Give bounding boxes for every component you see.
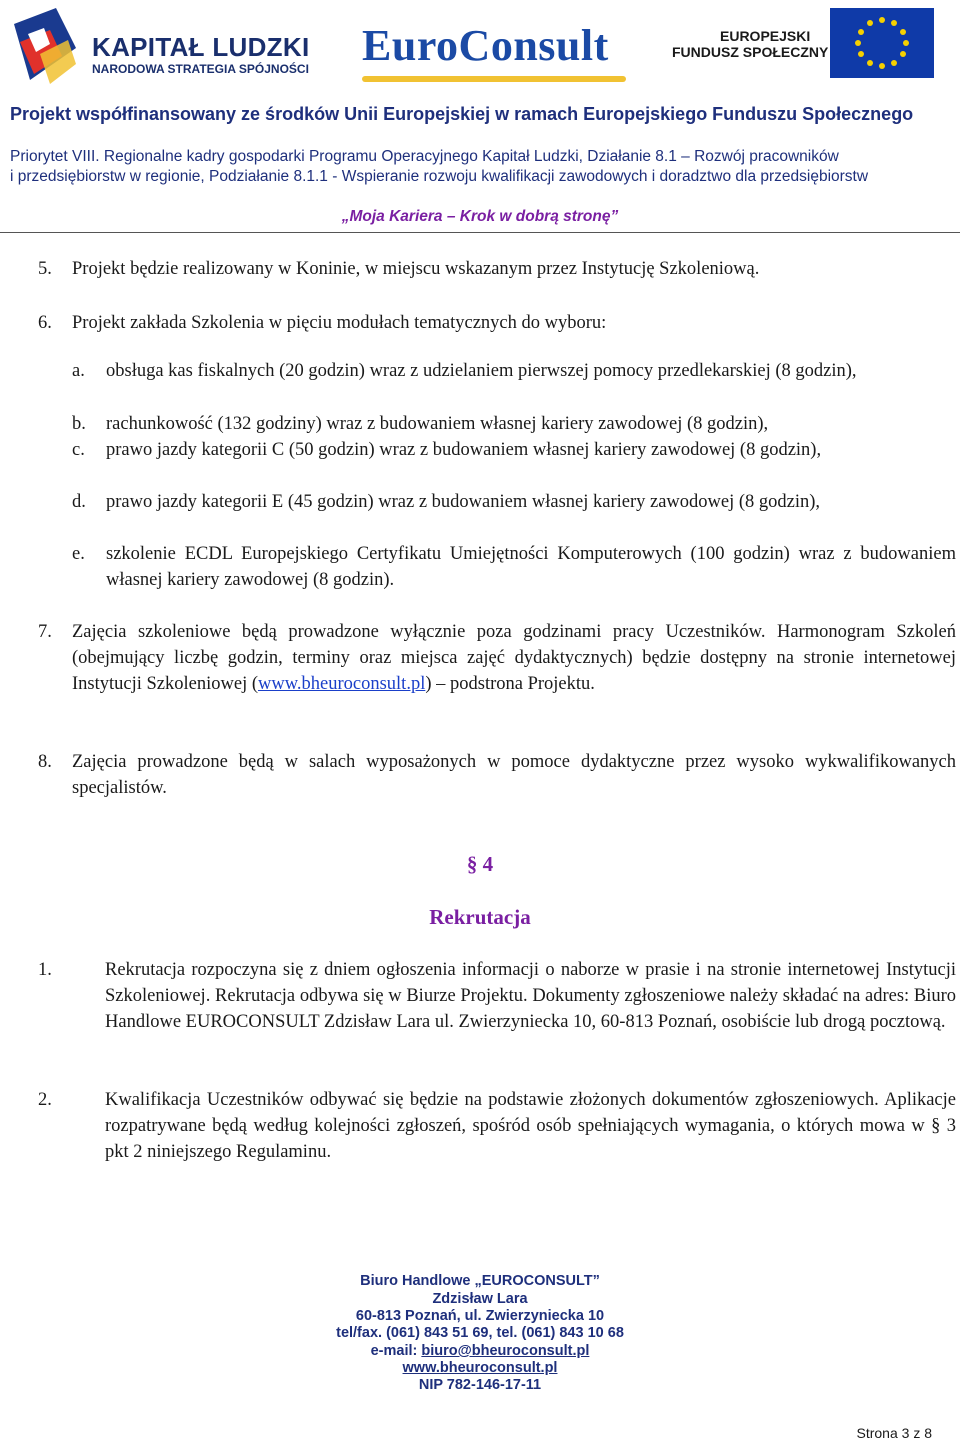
module-letter: b. bbox=[72, 414, 86, 434]
footer-email-label: e-mail: bbox=[370, 1343, 422, 1359]
priority-line-1: Priorytet VIII. Regionalne kadry gospodarki Programu Operacyjnego Kapitał Ludzki, Działanie 8.1 – Rozwój pracowników bbox=[10, 148, 839, 165]
item7-text-after: ) – podstrona Projektu. bbox=[425, 674, 595, 694]
item-number: 1. bbox=[38, 960, 52, 980]
item-text bbox=[72, 619, 956, 697]
item-number: 8. bbox=[38, 752, 52, 772]
item-text: Zajęcia prowadzone będą w salach wyposażonych w pomoce dydaktyczne przez wysoko wykwalifikowanych specjalistów. bbox=[72, 752, 956, 798]
footer-website-link[interactable]: www.bheuroconsult.pl bbox=[402, 1360, 558, 1376]
section-title: Rekrutacja bbox=[429, 905, 531, 929]
item-text: Projekt będzie realizowany w Koninie, w miejscu wskazanym przez Instytucję Szkoleniową. bbox=[72, 259, 760, 279]
item-text: Kwalifikacja Uczestników odbywać się będzie na podstawie złożonych dokumentów zgłoszeniowych. Aplikacje rozpatrywane będą według kolejności zgłoszeń, spośród osób spełniających wymagania, o których mowa w § 3 pkt 2 niniejszego Regulaminu. bbox=[105, 1090, 956, 1162]
euroconsult-logo: EuroConsult bbox=[362, 21, 609, 70]
page-number: Strona 3 z 8 bbox=[856, 1425, 932, 1441]
website-link[interactable]: www.bheuroconsult.pl bbox=[258, 674, 426, 694]
efs-label-line2: FUNDUSZ SPOŁECZNY bbox=[672, 44, 829, 60]
module-letter: c. bbox=[72, 440, 85, 460]
module-letter: a. bbox=[72, 361, 85, 381]
module-letter: d. bbox=[72, 492, 86, 512]
footer-address: 60-813 Poznań, ul. Zwierzyniecka 10 bbox=[355, 1308, 605, 1324]
efs-label-line1: EUROPEJSKI bbox=[720, 28, 811, 44]
module-text: prawo jazdy kategorii C (50 godzin) wraz z budowaniem własnej kariery zawodowej (8 godzin), bbox=[106, 440, 822, 460]
footer-phone: tel/fax. (061) 843 51 69, tel. (061) 843 10 68 bbox=[336, 1325, 624, 1341]
item-number: 6. bbox=[38, 313, 52, 333]
footer-email-line bbox=[0, 1343, 960, 1361]
module-text: szkolenie ECDL Europejskiego Certyfikatu Umiejętności Komputerowych (100 godzin) wraz z budowaniem własnej kariery zawodowej (8 godzin). bbox=[106, 544, 956, 590]
item-number: 7. bbox=[38, 622, 52, 642]
item-text: Rekrutacja rozpoczyna się z dniem ogłoszenia informacji o naborze w prasie i na stronie internetowej Instytucji Szkoleniowej. Rekrutacja odbywa się w Biurze Projektu. Dokumenty zgłoszeniowe należy składać na adres: Biuro Handlowe EUROCONSULT Zdzisław Lara ul. Zwierzyniecka 10, 60-813 Poznań, osobiście lub drogą pocztową. bbox=[105, 960, 956, 1032]
module-letter: e. bbox=[72, 544, 85, 564]
eu-flag-icon bbox=[830, 8, 934, 78]
item7-text-before: Zajęcia szkoleniowe będą prowadzone wyłącznie poza godzinami pracy Uczestników. Harmonogram Szkoleń (obejmujący liczbę godzin, terminy oraz miejsca zajęć dydaktycznych) będzie dostępny na stronie internetowej Instytucji Szkoleniowej ( bbox=[72, 622, 956, 694]
kapital-ludzki-title: KAPITAŁ LUDZKI bbox=[92, 32, 310, 62]
priority-line-2: i przedsiębiorstw w regionie, Podziałanie 8.1.1 - Wspieranie rozwoju kwalifikacji zawodowych i doradztwo dla przedsiębiorstw bbox=[10, 168, 869, 185]
kapital-ludzki-subtitle: NARODOWA STRATEGIA SPÓJNOŚCI bbox=[92, 62, 309, 76]
footer-company: Biuro Handlowe „EUROCONSULT” bbox=[360, 1273, 600, 1289]
header-divider bbox=[0, 232, 960, 233]
project-tagline: „Moja Kariera – Krok w dobrą stronę” bbox=[341, 208, 619, 225]
footer-website-line bbox=[0, 1360, 960, 1378]
item-number: 2. bbox=[38, 1090, 52, 1110]
module-text: prawo jazdy kategorii E (45 godzin) wraz z budowaniem własnej kariery zawodowej (8 godzin), bbox=[106, 492, 821, 512]
module-text: rachunkowość (132 godziny) wraz z budowaniem własnej kariery zawodowej (8 godzin), bbox=[106, 414, 769, 434]
project-funding-line: Projekt współfinansowany ze środków Unii Europejskiej w ramach Europejskiego Funduszu Społecznego bbox=[10, 104, 914, 124]
euroconsult-underline bbox=[362, 76, 626, 82]
footer-nip: NIP 782-146-17-11 bbox=[418, 1377, 542, 1393]
module-text: obsługa kas fiskalnych (20 godzin) wraz z udzielaniem pierwszej pomocy przedlekarskiej (8 godzin), bbox=[106, 361, 857, 381]
item-text: Projekt zakłada Szkolenia w pięciu modułach tematycznych do wyboru: bbox=[72, 313, 607, 333]
footer-email-link[interactable]: biuro@bheuroconsult.pl bbox=[421, 1343, 590, 1359]
footer-owner: Zdzisław Lara bbox=[432, 1291, 528, 1307]
section-number: § 4 bbox=[466, 852, 494, 876]
item-number: 5. bbox=[38, 259, 52, 279]
